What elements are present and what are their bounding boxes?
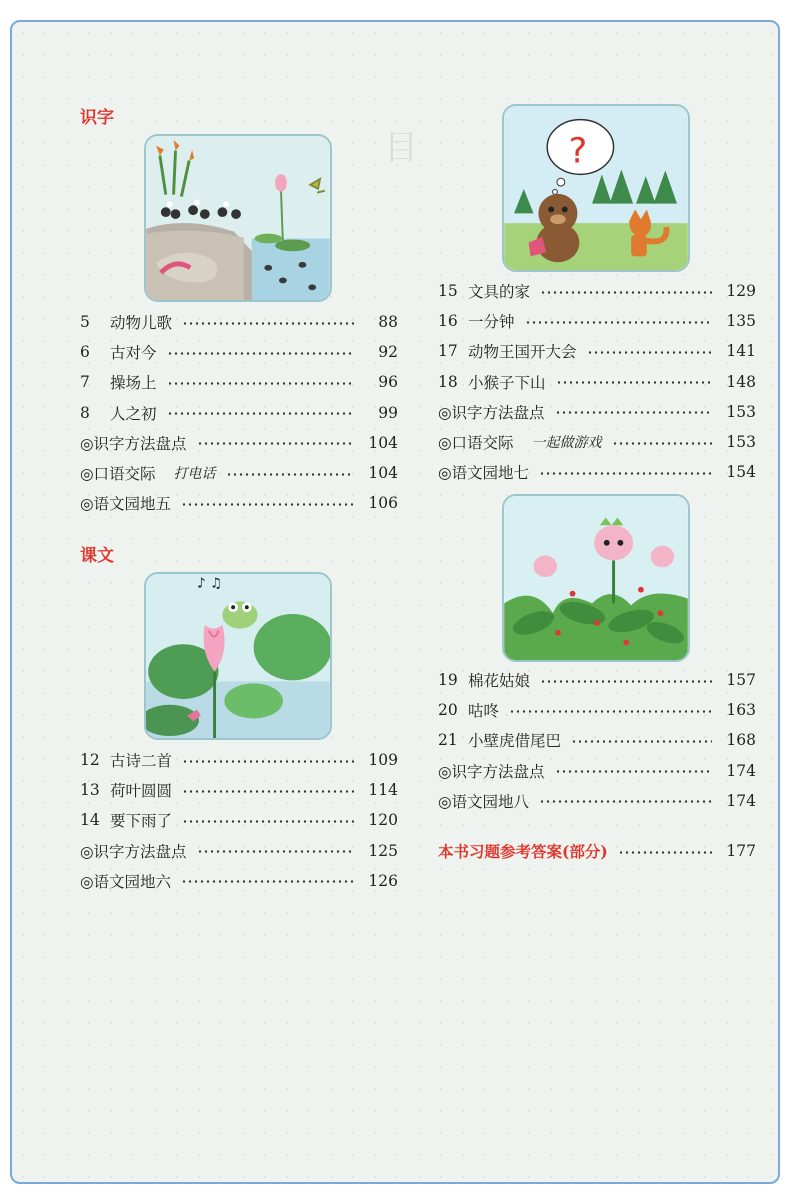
section-heading-kewen: 课文 bbox=[80, 546, 114, 566]
leader-dots bbox=[618, 851, 712, 854]
toc-entry-title: 一分钟 bbox=[468, 313, 515, 332]
leader-dots bbox=[197, 850, 354, 853]
illustration-bear-fox bbox=[502, 104, 690, 272]
toc-entry-title: ◎口语交际 bbox=[80, 465, 156, 483]
toc-entry-title: ◎识字方法盘点 bbox=[438, 762, 545, 781]
toc-row[interactable] bbox=[438, 760, 756, 782]
toc-entry-subtitle: 一起做游戏 bbox=[531, 435, 602, 451]
toc-lesson-number: 6 bbox=[80, 343, 90, 362]
toc-page-number: 109 bbox=[368, 751, 398, 769]
toc-page-number: 135 bbox=[726, 312, 756, 331]
leader-dots bbox=[182, 322, 354, 325]
toc-entry-subtitle: 打电话 bbox=[173, 466, 216, 482]
toc-page-number: 99 bbox=[378, 403, 398, 422]
toc-row[interactable] bbox=[438, 310, 756, 332]
toc-lesson-number: 14 bbox=[80, 811, 100, 830]
toc-entry-title: ◎语文园地七 bbox=[438, 464, 530, 483]
toc-entry-title: 操场上 bbox=[110, 374, 157, 393]
toc-row[interactable] bbox=[80, 371, 398, 393]
toc-row[interactable] bbox=[80, 311, 398, 333]
toc-entry-title: 荷叶圆圆 bbox=[110, 782, 173, 801]
toc-row[interactable] bbox=[438, 729, 756, 751]
toc-page-number: 96 bbox=[378, 373, 398, 392]
toc-entry-title: ◎语文园地五 bbox=[80, 495, 172, 514]
toc-row[interactable] bbox=[438, 371, 756, 393]
leader-dots bbox=[197, 442, 354, 445]
toc-page-number: 104 bbox=[368, 433, 398, 452]
toc-page-number: 154 bbox=[726, 463, 756, 482]
toc-lesson-number: 21 bbox=[438, 731, 458, 750]
illustration-cotton-plants bbox=[502, 494, 690, 662]
toc-entry-title: 人之初 bbox=[110, 404, 157, 423]
toc-entry-title: 动物王国开大会 bbox=[468, 343, 577, 362]
toc-row[interactable] bbox=[80, 462, 398, 484]
toc-row[interactable] bbox=[80, 779, 398, 801]
toc-lesson-number: 13 bbox=[80, 781, 100, 800]
svg-text:♪ ♫: ♪ ♫ bbox=[197, 575, 223, 592]
toc-row[interactable] bbox=[438, 790, 756, 812]
leader-dots bbox=[540, 680, 712, 683]
toc-entry-title: 咕咚 bbox=[468, 702, 500, 721]
leader-dots bbox=[509, 710, 712, 713]
leader-dots bbox=[167, 352, 354, 355]
toc-page-number: 174 bbox=[726, 761, 756, 780]
toc-entry-title: ◎识字方法盘点 bbox=[438, 403, 545, 422]
toc-lesson-number: 7 bbox=[80, 373, 90, 392]
leader-dots bbox=[226, 473, 354, 476]
toc-page-number: 92 bbox=[378, 343, 398, 362]
toc-lesson-number: 18 bbox=[438, 372, 458, 391]
leader-dots bbox=[555, 411, 712, 414]
leader-dots bbox=[539, 800, 712, 803]
leader-dots bbox=[587, 351, 712, 354]
illustration-animals bbox=[144, 134, 332, 302]
leader-dots bbox=[555, 770, 712, 773]
toc-page-number: 104 bbox=[368, 464, 398, 482]
toc-entry-title: 小猴子下山 bbox=[468, 373, 546, 392]
leader-dots bbox=[539, 472, 712, 475]
toc-row[interactable] bbox=[80, 402, 398, 424]
toc-entry-title: 小壁虎借尾巴 bbox=[468, 732, 562, 751]
toc-row-answer-key[interactable] bbox=[438, 840, 756, 862]
leader-dots bbox=[540, 291, 712, 294]
toc-answer-title: 本书习题参考答案(部分) bbox=[438, 842, 608, 861]
leader-dots bbox=[167, 412, 354, 415]
leader-dots bbox=[571, 740, 712, 743]
toc-page-number: 141 bbox=[726, 342, 756, 361]
toc-row[interactable] bbox=[438, 699, 756, 721]
toc-page-number: 126 bbox=[368, 871, 398, 890]
toc-page-number: 174 bbox=[726, 791, 756, 810]
toc-row[interactable] bbox=[80, 341, 398, 363]
toc-entry-title: ◎语文园地八 bbox=[438, 792, 530, 811]
toc-row[interactable] bbox=[438, 461, 756, 483]
leader-dots bbox=[525, 321, 712, 324]
toc-entry-title: 古诗二首 bbox=[110, 752, 173, 770]
toc-page-number: 168 bbox=[726, 731, 756, 750]
toc-lesson-number: 8 bbox=[80, 403, 90, 422]
toc-row[interactable] bbox=[80, 492, 398, 514]
leader-dots bbox=[181, 880, 354, 883]
toc-page-number: 88 bbox=[378, 313, 398, 331]
toc-lesson-number: 15 bbox=[438, 282, 458, 300]
toc-entry-title: ◎口语交际 bbox=[438, 434, 514, 452]
question-mark-glyph: ? bbox=[568, 130, 588, 172]
toc-page-number: 125 bbox=[368, 841, 398, 860]
toc-page-number: 153 bbox=[726, 402, 756, 421]
ghost-watermark: 目 bbox=[384, 128, 418, 168]
leader-dots bbox=[182, 760, 354, 763]
toc-row[interactable] bbox=[80, 809, 398, 831]
toc-page-number: 106 bbox=[368, 494, 398, 513]
toc-row[interactable] bbox=[80, 749, 398, 771]
section-heading-shizi: 识字 bbox=[80, 108, 114, 128]
toc-lesson-number: 5 bbox=[80, 313, 90, 331]
toc-entry-title: ◎识字方法盘点 bbox=[80, 434, 187, 453]
toc-lesson-number: 19 bbox=[438, 671, 458, 689]
toc-entry-title: 动物儿歌 bbox=[110, 314, 173, 332]
toc-lesson-number: 16 bbox=[438, 312, 458, 331]
toc-page-number: 120 bbox=[368, 811, 398, 830]
toc-lesson-number: 20 bbox=[438, 701, 458, 720]
toc-row[interactable] bbox=[80, 870, 398, 892]
toc-entry-title: 古对今 bbox=[110, 344, 157, 363]
toc-page-number: 177 bbox=[726, 842, 756, 860]
toc-lesson-number: 12 bbox=[80, 751, 100, 769]
toc-entry-title: ◎语文园地六 bbox=[80, 872, 172, 891]
toc-page-number: 157 bbox=[726, 671, 756, 689]
leader-dots bbox=[556, 381, 712, 384]
toc-page-number: 163 bbox=[726, 701, 756, 720]
illustration-frog-lotus bbox=[144, 572, 332, 740]
toc-page-number: 129 bbox=[726, 282, 756, 300]
toc-row[interactable] bbox=[438, 401, 756, 423]
toc-entry-title: 要下雨了 bbox=[110, 812, 173, 831]
toc-row[interactable] bbox=[80, 432, 398, 454]
toc-row[interactable] bbox=[438, 431, 756, 453]
toc-page-number: 114 bbox=[368, 781, 398, 800]
toc-page-number: 148 bbox=[726, 372, 756, 391]
toc-row[interactable] bbox=[438, 340, 756, 362]
leader-dots bbox=[612, 442, 712, 445]
toc-lesson-number: 17 bbox=[438, 342, 458, 361]
toc-entry-title: ◎识字方法盘点 bbox=[80, 842, 187, 861]
toc-entry-title: 棉花姑娘 bbox=[468, 672, 531, 690]
toc-row[interactable] bbox=[80, 840, 398, 862]
leader-dots bbox=[181, 503, 354, 506]
toc-row[interactable] bbox=[438, 669, 756, 691]
leader-dots bbox=[182, 790, 354, 793]
leader-dots bbox=[182, 820, 354, 823]
toc-row[interactable] bbox=[438, 280, 756, 302]
toc-page-number: 153 bbox=[726, 433, 756, 451]
leader-dots bbox=[167, 382, 354, 385]
toc-entry-title: 文具的家 bbox=[468, 283, 531, 301]
